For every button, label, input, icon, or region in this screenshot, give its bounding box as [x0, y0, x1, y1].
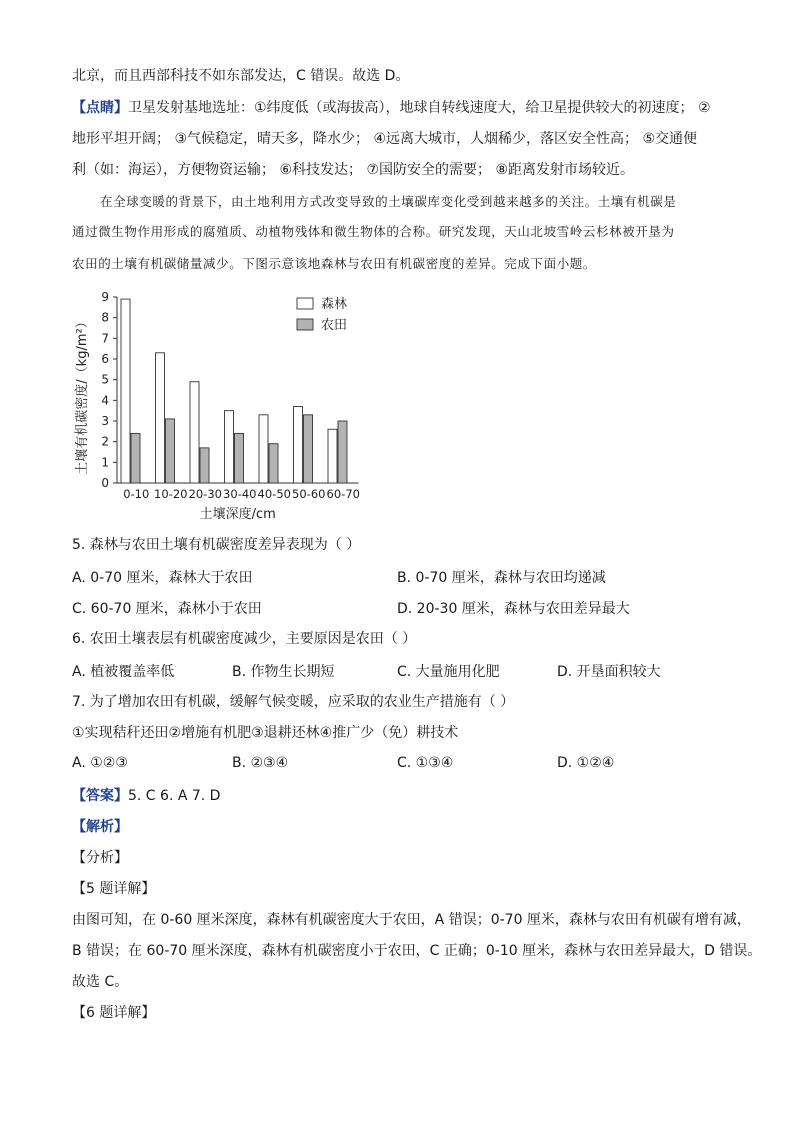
- x-tick-label: 40-50: [257, 487, 291, 501]
- q5-detail-line-1: 由图可知，在 0-60 厘米深度，森林有机碳密度大于农田，A 错误；0-70 厘米，森林与农田有机碳有增有减，: [72, 912, 751, 928]
- q5-option-d[interactable]: D. 20-30 厘米，森林与农田差异最大: [397, 601, 630, 617]
- y-tick-label: 6: [101, 352, 109, 366]
- y-tick-label: 8: [101, 310, 109, 325]
- q7-items: ①实现秸秆还田②增施有机肥③退耕还林④推广少（免）耕技术: [72, 725, 459, 741]
- legend-label-1: 农田: [321, 318, 348, 333]
- q7-option-b[interactable]: B. ②③④: [232, 755, 289, 771]
- q6-detail-heading: 【6 题详解】: [72, 1005, 156, 1021]
- analysis-heading: 【解析】: [72, 819, 128, 835]
- y-tick-label: 9: [101, 290, 109, 304]
- q7-stem: 7. 为了增加农田有机碳，缓解气候变暖，应采取的农业生产措施有（ ）: [72, 694, 515, 710]
- carbon-density-chart: [72, 283, 372, 523]
- y-tick-label: 5: [101, 372, 109, 387]
- x-tick-label: 0-10: [123, 487, 150, 501]
- q6-stem: 6. 农田土壤表层有机碳密度减少，主要原因是农田（ ）: [72, 631, 417, 647]
- q7-option-a[interactable]: A. ①②③: [72, 755, 128, 771]
- q5-option-a[interactable]: A. 0-70 厘米，森林大于农田: [72, 570, 253, 586]
- y-tick-label: 4: [101, 393, 109, 408]
- forest-bar-0-10: [121, 299, 130, 483]
- q5-detail-line-3: 故选 C。: [72, 974, 129, 990]
- farmland-bar-30-40: [235, 433, 244, 483]
- q6-option-c[interactable]: C. 大量施用化肥: [397, 664, 500, 680]
- y-tick-label: 1: [101, 455, 109, 470]
- q5-option-c[interactable]: C. 60-70 厘米，森林小于农田: [72, 601, 262, 617]
- forest-bar-20-30: [190, 382, 199, 483]
- q7-option-d[interactable]: D. ①②④: [557, 755, 615, 771]
- forest-bar-40-50: [259, 415, 268, 483]
- q5-detail-line-2: B 错误；在 60-70 厘米深度，森林有机碳密度小于农田，C 正确；0-10 厘米，森林与农田差异最大，D 错误。: [72, 943, 762, 959]
- passage-line-2: 通过微生物作用形成的腐殖质、动植物残体和微生物体的合称。研究发现，天山北坡雪岭云杉林被开垦为: [72, 224, 675, 239]
- tip-text-1: 卫星发射基地选址：①纬度低（或海拔高），地球自转线速度大，给卫星提供较大的初速度； ②: [128, 100, 711, 116]
- y-tick-label: 0: [101, 476, 109, 490]
- q6-option-b[interactable]: B. 作物生长期短: [232, 664, 335, 680]
- farmland-bar-50-60: [304, 415, 313, 483]
- legend-swatch-0: [297, 298, 313, 309]
- farmland-bar-10-20: [166, 419, 175, 483]
- answer-text: 5. C 6. A 7. D: [128, 788, 221, 804]
- chart-ylabel: 土壤有机碳密度/（kg/m²）: [75, 315, 90, 475]
- tip-label: 【点睛】: [72, 100, 128, 116]
- fenxi-heading: 【分析】: [72, 850, 128, 866]
- y-tick-label: 3: [101, 414, 109, 428]
- q5-option-b[interactable]: B. 0-70 厘米，森林与农田均递减: [397, 570, 606, 586]
- forest-bar-10-20: [156, 353, 165, 483]
- x-tick-label: 20-30: [188, 487, 222, 501]
- answer-label: 【答案】: [72, 788, 128, 804]
- farmland-bar-40-50: [269, 444, 278, 483]
- tip-line-1: [72, 98, 711, 118]
- q6-option-d[interactable]: D. 开垦面积较大: [557, 664, 661, 680]
- chart-xlabel: 土壤深度/cm: [199, 507, 276, 522]
- farmland-bar-0-10: [131, 433, 140, 483]
- answer-line: [72, 786, 220, 806]
- intro-line-1: 北京，而且西部科技不如东部发达，C 错误。故选 D。: [72, 68, 410, 84]
- q7-option-c[interactable]: C. ①③④: [397, 755, 454, 771]
- forest-bar-60-70: [328, 429, 337, 483]
- passage-line-1: 在全球变暖的背景下，由土地利用方式改变导致的土壤碳库变化受到越来越多的关注。土壤有机碳是: [100, 194, 677, 209]
- q5-detail-heading: 【5 题详解】: [72, 881, 156, 897]
- q5-stem: 5. 森林与农田土壤有机碳密度差异表现为（ ）: [72, 537, 361, 553]
- farmland-bar-20-30: [200, 448, 209, 483]
- x-tick-label: 30-40: [223, 487, 257, 501]
- x-tick-label: 50-60: [292, 487, 326, 501]
- x-tick-label: 60-70: [326, 487, 360, 501]
- q6-option-a[interactable]: A. 植被覆盖率低: [72, 664, 175, 680]
- tip-line-2: 地形平坦开阔； ③气候稳定，晴天多，降水少； ④远离大城市，人烟稀少，落区安全性高； ⑤交通便: [72, 131, 698, 147]
- legend-label-0: 森林: [321, 297, 348, 312]
- forest-bar-50-60: [294, 407, 303, 483]
- farmland-bar-60-70: [338, 421, 347, 483]
- passage-line-3: 农田的土壤有机碳储量减少。下图示意该地森林与农田有机碳密度的差异。完成下面小题。: [72, 256, 597, 271]
- legend-swatch-1: [297, 319, 313, 330]
- forest-bar-30-40: [225, 411, 234, 483]
- y-tick-label: 2: [101, 434, 109, 449]
- tip-line-3: 利（如：海运），方便物资运输； ⑥科技发达； ⑦国防安全的需要； ⑧距离发射市场较近。: [72, 162, 635, 178]
- chart-legend: [297, 296, 347, 333]
- y-tick-label: 7: [101, 331, 109, 346]
- x-tick-label: 10-20: [154, 487, 188, 501]
